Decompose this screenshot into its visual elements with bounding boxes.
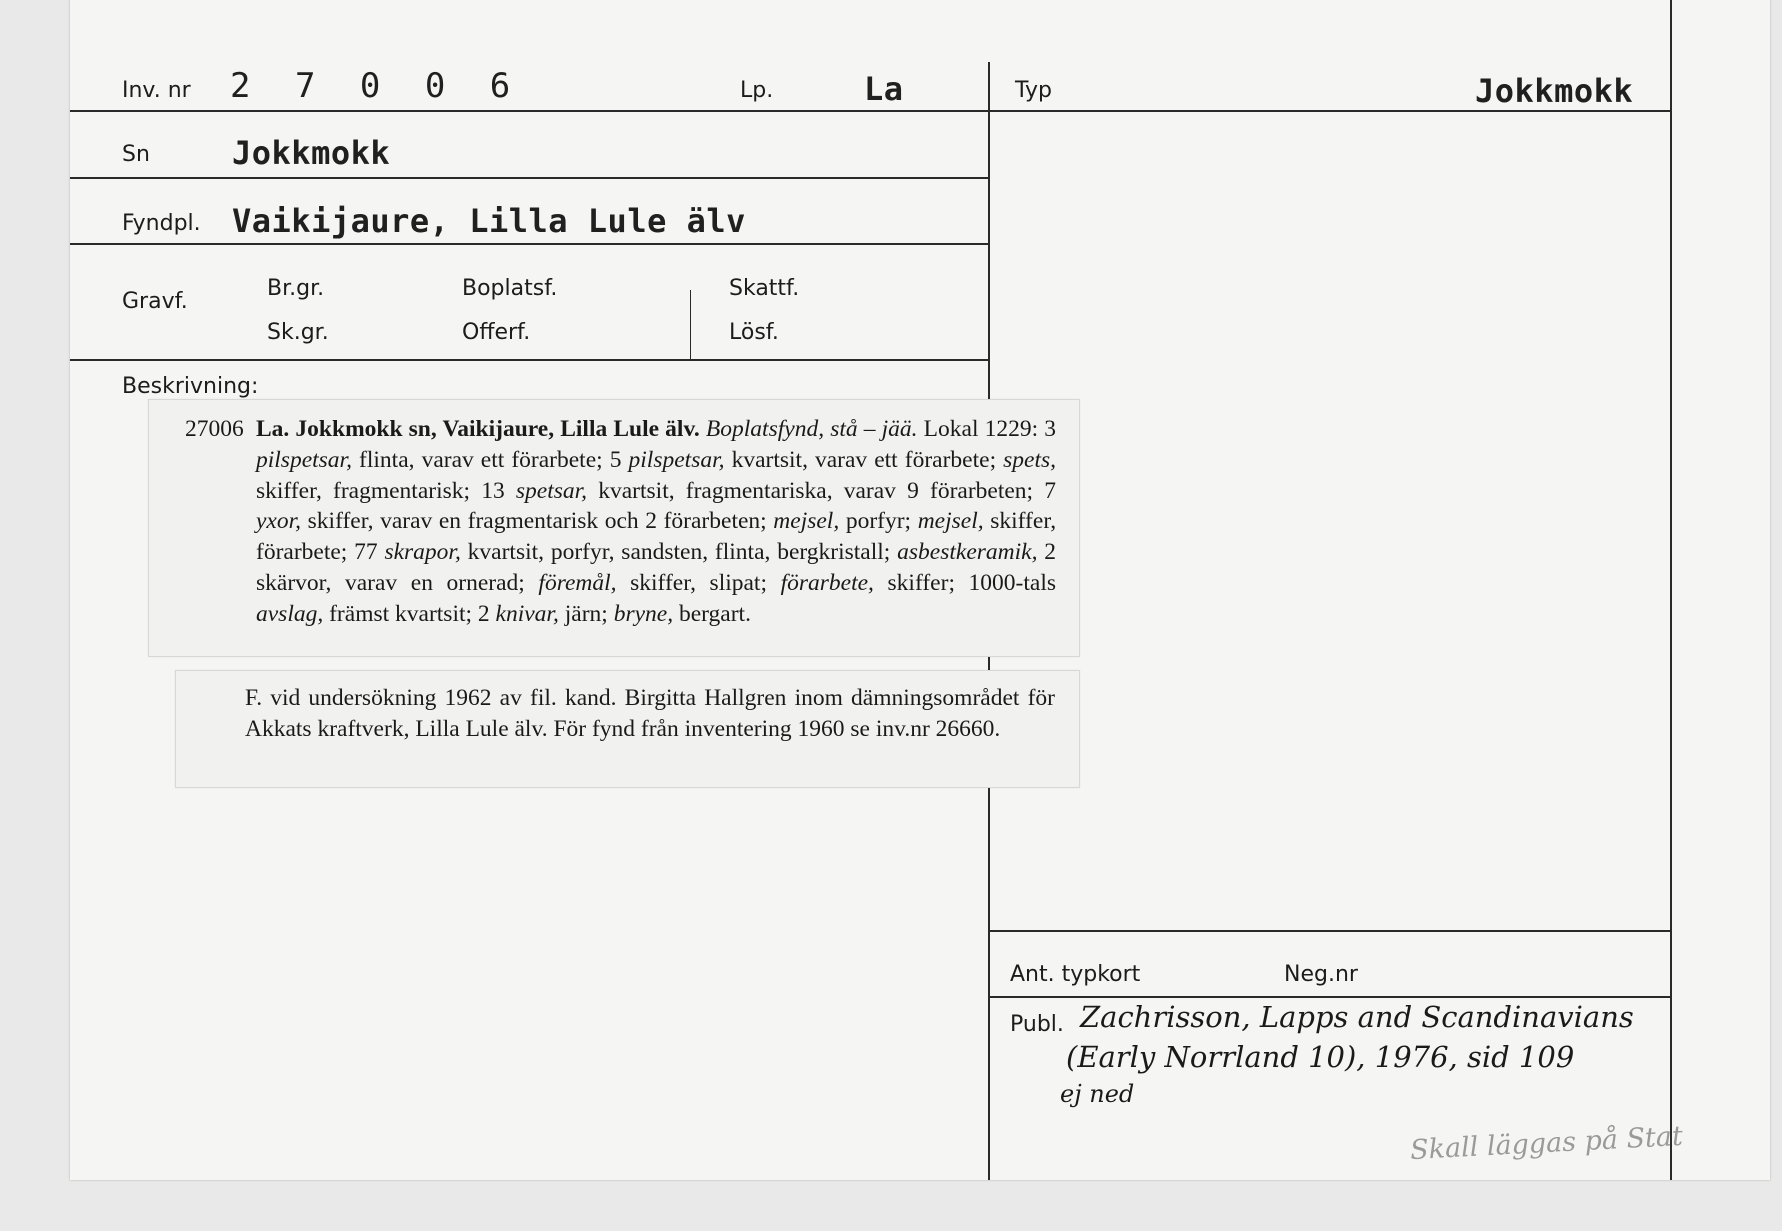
rule-fyndpl [70,243,988,245]
typ-value: Jokkmokk [1475,72,1634,110]
rule-ant-typkort [990,930,1670,932]
description-segment: kvartsit, porfyr, sandsten, flinta, bergkristall; [467,539,891,566]
sn-label: Sn [122,142,150,167]
description-artifact: förarbete, [780,569,874,596]
inv-nr-value: 2 7 0 0 6 [230,66,523,106]
rule-gravf [70,359,988,361]
description-segment: skiffer, fragmentarisk; 13 [256,477,505,504]
sk-gr-label: Sk.gr. [267,320,329,345]
description-artifact: yxor, [256,508,302,535]
rule-sn [70,177,988,179]
lp-value: La [864,70,904,108]
description-segment: Lokal 1229: 3 [923,416,1056,442]
rule-publ [990,996,1670,998]
description-segment: skiffer; 1000-tals [887,569,1057,596]
description-artifact: spetsar, [515,477,588,504]
find-note-clipping [175,670,1080,788]
sn-value: Jokkmokk [232,134,391,172]
losf-label: Lösf. [729,320,779,345]
typ-label: Typ [1015,78,1052,103]
description-text [256,414,1056,630]
description-head-italic: Boplatsfynd, stå – jää. [705,416,918,442]
description-segment: bergart. [678,600,751,627]
inv-nr-label: Inv. nr [122,78,191,103]
description-segment: järn; [564,600,608,627]
description-artifact: spets, [1003,446,1057,473]
description-segment: kvartsit, fragmentariska, varav 9 förarbeten; 7 [598,477,1057,504]
fyndpl-value: Vaikijaure, Lilla Lule älv [232,202,746,240]
offerf-label: Offerf. [462,320,531,345]
description-head: La. Jokkmokk sn, Vaikijaure, Lilla Lule älv. [256,416,700,442]
publ-label: Publ. [1010,1012,1064,1037]
description-segment: flinta, varav ett förarbete; 5 [359,446,622,473]
description-segment: skiffer, slipat; [630,569,767,596]
description-segment: 2 skärvor, varav en ornerad; [256,539,1057,596]
description-artifact: avslag, [256,600,324,627]
description-segment: kvartsit, varav ett förarbete; [731,446,997,473]
publ-handwritten-line2: (Early Norrland 10), 1976, sid 109 [1066,1040,1575,1074]
pencil-note: Skall läggas på Stat [1409,1120,1684,1167]
br-gr-label: Br.gr. [267,276,325,301]
catalog-card [70,0,1770,1180]
publ-handwritten-line3: ej ned [1060,1080,1135,1108]
right-edge-line [1670,0,1672,1180]
description-artifact: bryne, [613,600,674,627]
description-artifact: pilspetsar, [256,446,352,473]
description-segment: främst kvartsit; 2 [329,600,490,627]
description-artifact: asbestkeramik, [897,539,1038,566]
fyndpl-label: Fyndpl. [122,211,201,236]
rule-invnr [70,110,988,112]
find-note-text: F. vid undersökning 1962 av fil. kand. Birgitta Hallgren inom dämningsområdet för Akkats kraftverk, Lilla Lule älv. För fynd från inventering 1960 se inv.nr 26660. [245,685,1055,742]
boplatsf-label: Boplatsf. [462,276,558,301]
gravf-divider [690,290,691,360]
description-artifact: knivar, [495,600,559,627]
description-segment: skiffer, varav en fragmentarisk och 2 förarbeten; [307,508,767,535]
description-segment: porfyr; [845,508,912,535]
ant-typkort-label: Ant. typkort [1010,962,1141,987]
neg-nr-label: Neg.nr [1284,962,1358,987]
description-artifact: föremål, [538,569,617,596]
beskrivning-label: Beskrivning: [122,374,259,399]
description-number: 27006 [185,416,244,442]
lp-label: Lp. [740,78,774,103]
description-segment: skiffer, förarbete; 77 [256,508,1057,566]
description-artifact: pilspetsar, [628,446,725,473]
publ-handwritten-line1: Zachrisson, Lapps and Scandinavians [1080,1000,1634,1034]
description-artifact: skrapor, [384,539,461,566]
gravf-label: Gravf. [122,289,188,314]
description-artifact: mejsel, [917,508,984,535]
description-artifact: mejsel, [773,508,840,535]
rule-typ [990,110,1670,112]
skattf-label: Skattf. [729,276,800,301]
description-clipping [148,399,1080,657]
